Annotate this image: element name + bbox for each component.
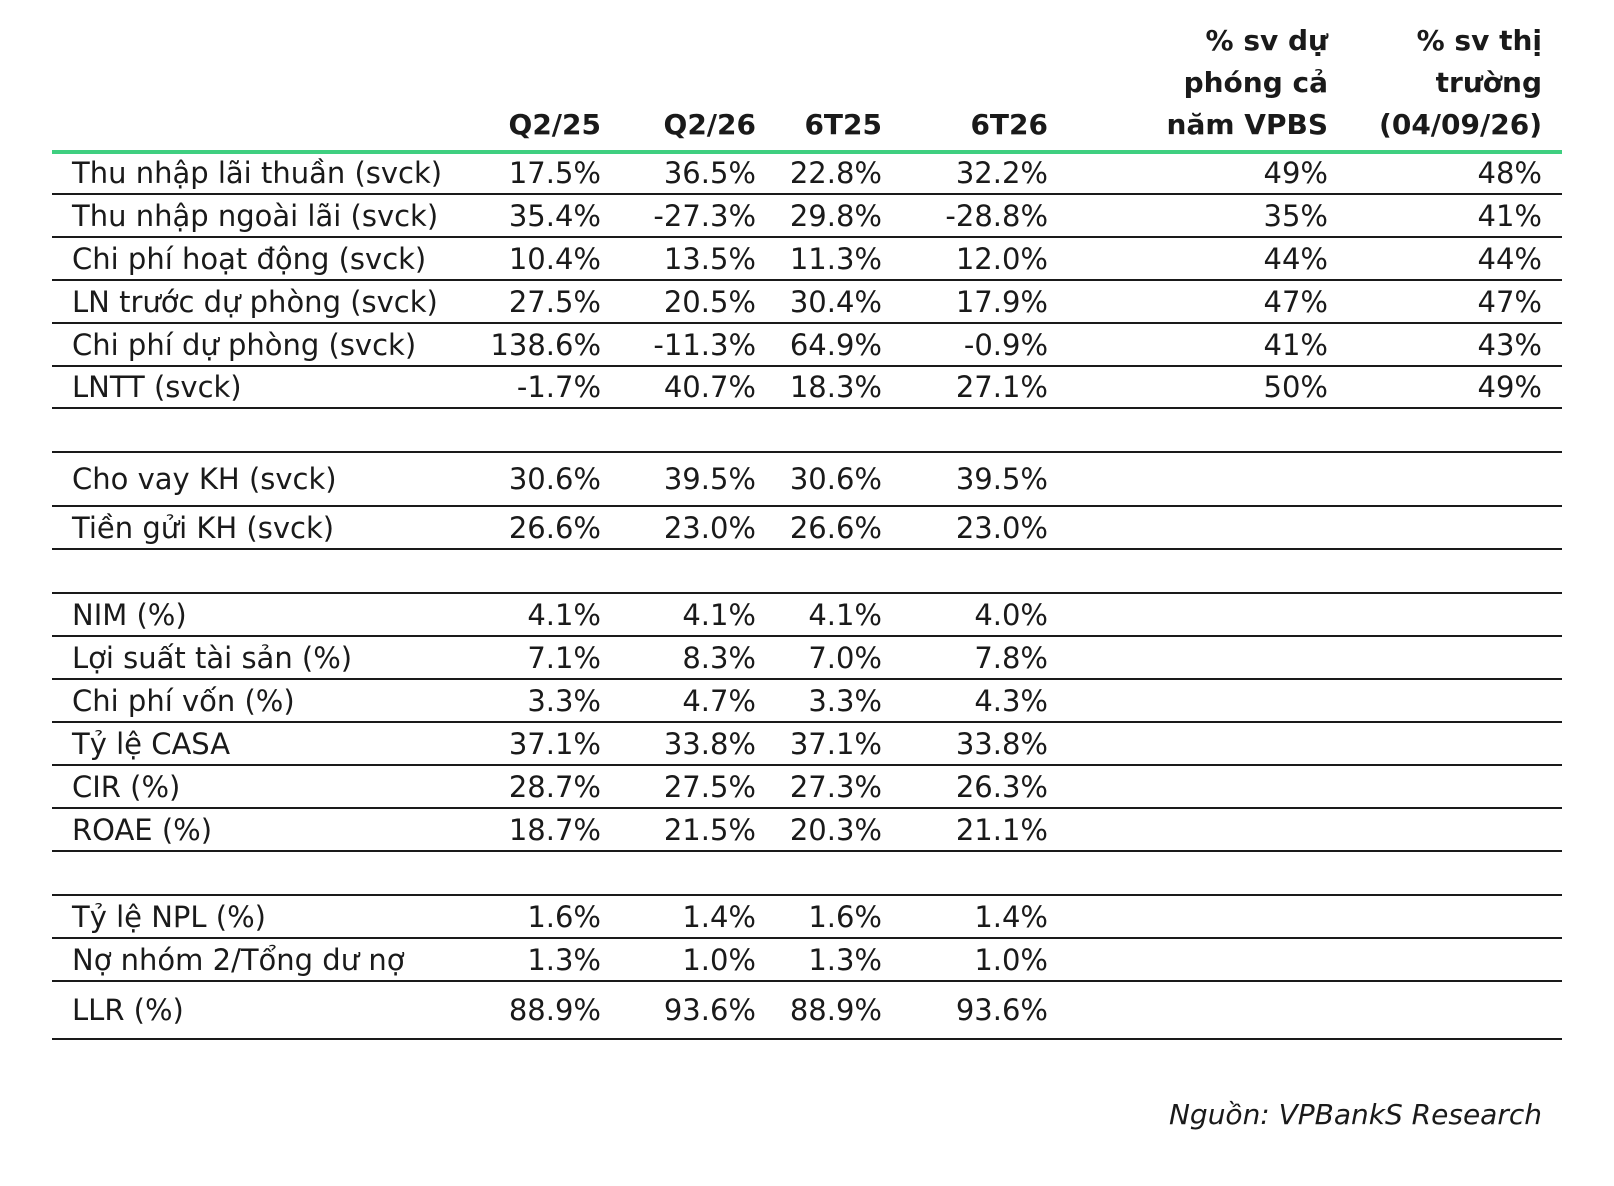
row-label: LLR (%) xyxy=(72,993,184,1027)
group-spacer xyxy=(52,550,1562,594)
cell-vpbs-forecast: 44% xyxy=(1263,241,1328,276)
row-label: Chi phí hoạt động (svck) xyxy=(72,241,427,276)
table-row xyxy=(52,324,1562,367)
cell-q2-26: 40.7% xyxy=(663,370,756,404)
cell-6t25: 1.6% xyxy=(808,899,882,934)
cell-6t25: 37.1% xyxy=(789,726,882,761)
cell-6t26: 1.4% xyxy=(974,899,1048,934)
row-label: NIM (%) xyxy=(72,597,187,632)
table-row xyxy=(52,238,1562,281)
cell-market-forecast: 41% xyxy=(1477,198,1542,233)
group-spacer xyxy=(52,409,1562,453)
cell-q2-25: 3.3% xyxy=(527,683,601,718)
cell-vpbs-forecast: 47% xyxy=(1263,284,1328,319)
cell-q2-26: -27.3% xyxy=(653,198,756,233)
cell-6t26: 26.3% xyxy=(955,769,1048,804)
cell-q2-26: 4.1% xyxy=(682,597,756,632)
cell-6t25: 20.3% xyxy=(789,812,882,847)
cell-q2-25: 88.9% xyxy=(508,993,601,1027)
cell-q2-26: 33.8% xyxy=(663,726,756,761)
table-row xyxy=(52,594,1562,637)
cell-6t25: 4.1% xyxy=(808,597,882,632)
cell-6t26: 33.8% xyxy=(955,726,1048,761)
cell-q2-25: 30.6% xyxy=(508,462,601,496)
cell-q2-25: 1.6% xyxy=(527,899,601,934)
cell-q2-25: 7.1% xyxy=(527,640,601,675)
header-q2-26: Q2/26 xyxy=(663,108,756,141)
cell-q2-25: 4.1% xyxy=(527,597,601,632)
cell-market-forecast: 49% xyxy=(1477,370,1542,404)
cell-q2-26: 27.5% xyxy=(663,769,756,804)
cell-6t25: 26.6% xyxy=(789,510,882,545)
cell-market-forecast: 48% xyxy=(1477,155,1542,190)
cell-6t26: 1.0% xyxy=(974,942,1048,977)
cell-6t25: 29.8% xyxy=(789,198,882,233)
cell-q2-25: 17.5% xyxy=(508,155,601,190)
cell-vpbs-forecast: 35% xyxy=(1263,198,1328,233)
row-label: ROAE (%) xyxy=(72,812,213,847)
cell-6t26: 39.5% xyxy=(955,462,1048,496)
cell-6t26: 21.1% xyxy=(955,812,1048,847)
cell-6t25: 22.8% xyxy=(789,155,882,190)
cell-q2-26: 1.4% xyxy=(682,899,756,934)
row-label: Lợi suất tài sản (%) xyxy=(72,640,353,675)
row-label: Thu nhập ngoài lãi (svck) xyxy=(72,198,439,233)
table-row xyxy=(52,939,1562,982)
cell-6t26: 17.9% xyxy=(955,284,1048,319)
cell-q2-25: 35.4% xyxy=(508,198,601,233)
cell-6t26: 4.3% xyxy=(974,683,1048,718)
cell-6t26: 93.6% xyxy=(955,993,1048,1027)
cell-q2-25: 138.6% xyxy=(490,327,601,362)
cell-q2-26: 23.0% xyxy=(663,510,756,545)
cell-6t25: 11.3% xyxy=(789,241,882,276)
cell-6t25: 27.3% xyxy=(789,769,882,804)
header-vpbs-forecast: % sv dự phóng cả năm VPBS xyxy=(1166,24,1328,141)
source-note: Nguồn: VPBankS Research xyxy=(1168,1098,1542,1131)
cell-q2-26: 4.7% xyxy=(682,683,756,718)
table-row xyxy=(52,982,1562,1040)
cell-q2-26: 13.5% xyxy=(663,241,756,276)
cell-6t25: 1.3% xyxy=(808,942,882,977)
table-row xyxy=(52,367,1562,409)
cell-vpbs-forecast: 50% xyxy=(1263,370,1328,404)
row-label: Tỷ lệ CASA xyxy=(72,726,231,761)
header-q2-25: Q2/25 xyxy=(508,108,601,141)
cell-q2-25: 18.7% xyxy=(508,812,601,847)
cell-6t25: 7.0% xyxy=(808,640,882,675)
table-row xyxy=(52,723,1562,766)
table-row xyxy=(52,680,1562,723)
table-row xyxy=(52,507,1562,550)
header-6t26: 6T26 xyxy=(970,108,1048,141)
table-row xyxy=(52,195,1562,238)
cell-q2-26: 8.3% xyxy=(682,640,756,675)
table-row xyxy=(52,281,1562,324)
cell-q2-25: 10.4% xyxy=(508,241,601,276)
cell-6t25: 88.9% xyxy=(789,993,882,1027)
cell-market-forecast: 43% xyxy=(1477,327,1542,362)
cell-6t25: 30.6% xyxy=(789,462,882,496)
cell-q2-26: 20.5% xyxy=(663,284,756,319)
row-label: Thu nhập lãi thuần (svck) xyxy=(72,155,443,190)
row-label: Cho vay KH (svck) xyxy=(72,462,337,496)
group-spacer xyxy=(52,852,1562,896)
cell-6t25: 18.3% xyxy=(789,370,882,404)
table-row xyxy=(52,152,1562,195)
cell-6t26: -0.9% xyxy=(963,327,1048,362)
cell-vpbs-forecast: 49% xyxy=(1263,155,1328,190)
cell-6t26: 7.8% xyxy=(974,640,1048,675)
table-body xyxy=(52,152,1562,1040)
header-6t25: 6T25 xyxy=(804,108,882,141)
cell-q2-26: 39.5% xyxy=(663,462,756,496)
cell-6t26: 12.0% xyxy=(955,241,1048,276)
table-row xyxy=(52,766,1562,809)
cell-q2-25: -1.7% xyxy=(516,370,601,404)
row-label: Chi phí vốn (%) xyxy=(72,683,295,718)
cell-q2-25: 1.3% xyxy=(527,942,601,977)
table-header xyxy=(52,0,1562,152)
cell-q2-26: 36.5% xyxy=(663,155,756,190)
financial-summary-table xyxy=(52,0,1562,1040)
cell-6t25: 3.3% xyxy=(808,683,882,718)
cell-vpbs-forecast: 41% xyxy=(1263,327,1328,362)
row-label: CIR (%) xyxy=(72,769,181,804)
cell-6t26: 27.1% xyxy=(955,370,1048,404)
cell-q2-26: 93.6% xyxy=(663,993,756,1027)
table-row xyxy=(52,896,1562,939)
cell-6t26: 23.0% xyxy=(955,510,1048,545)
cell-6t25: 64.9% xyxy=(789,327,882,362)
header-market-forecast: % sv thị trường (04/09/26) xyxy=(1379,24,1542,141)
cell-6t26: 4.0% xyxy=(974,597,1048,632)
cell-6t26: 32.2% xyxy=(955,155,1048,190)
table-row xyxy=(52,637,1562,680)
row-label: Tỷ lệ NPL (%) xyxy=(72,899,266,934)
cell-q2-25: 28.7% xyxy=(508,769,601,804)
cell-q2-25: 27.5% xyxy=(508,284,601,319)
cell-market-forecast: 47% xyxy=(1477,284,1542,319)
cell-q2-25: 37.1% xyxy=(508,726,601,761)
row-label: Nợ nhóm 2/Tổng dư nợ xyxy=(72,942,405,977)
cell-market-forecast: 44% xyxy=(1477,241,1542,276)
cell-6t25: 30.4% xyxy=(789,284,882,319)
table-row xyxy=(52,453,1562,507)
cell-q2-26: -11.3% xyxy=(653,327,756,362)
cell-q2-25: 26.6% xyxy=(508,510,601,545)
cell-6t26: -28.8% xyxy=(945,198,1048,233)
row-label: LNTT (svck) xyxy=(72,370,242,404)
row-label: Tiền gửi KH (svck) xyxy=(72,510,335,545)
row-label: Chi phí dự phòng (svck) xyxy=(72,327,417,362)
cell-q2-26: 1.0% xyxy=(682,942,756,977)
table-row xyxy=(52,809,1562,852)
row-label: LN trước dự phòng (svck) xyxy=(72,284,438,319)
cell-q2-26: 21.5% xyxy=(663,812,756,847)
